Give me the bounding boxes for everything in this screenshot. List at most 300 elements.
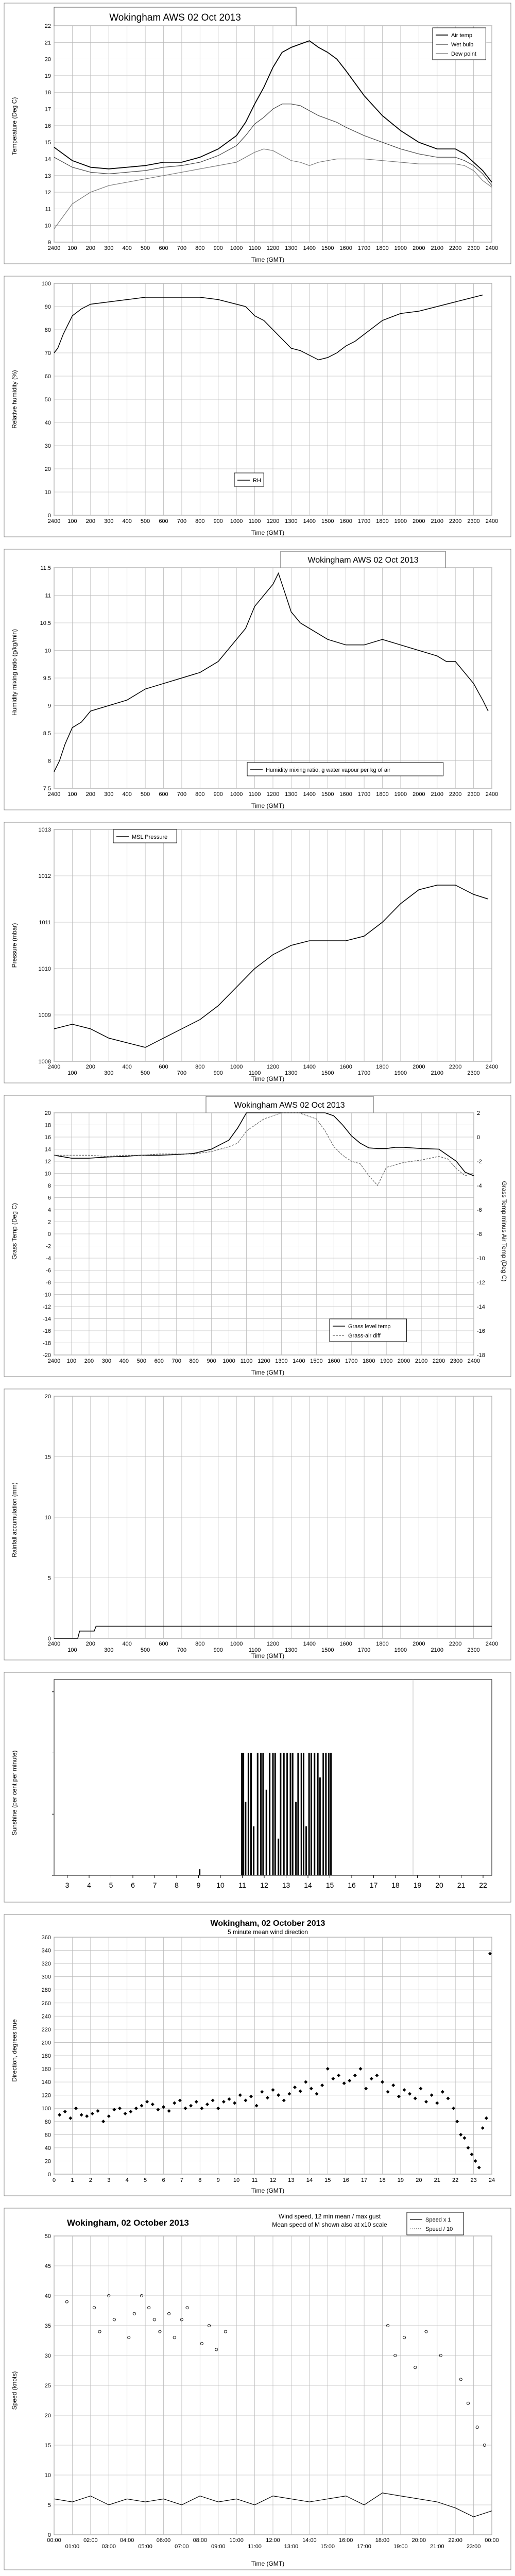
x-tick-label: 02:00 bbox=[83, 2537, 98, 2544]
sunshine-bar bbox=[269, 1753, 270, 1876]
chart-title: Wokingham AWS 02 Oct 2013 bbox=[307, 556, 419, 565]
y-tick-label: 18 bbox=[44, 1122, 51, 1129]
rainfall-chart-panel bbox=[0, 1386, 515, 1664]
y-tick-label: 80 bbox=[44, 2119, 51, 2125]
x-tick-label: 6 bbox=[162, 2177, 165, 2183]
x-tick-label: 10:00 bbox=[229, 2537, 244, 2544]
x-tick-label: 8 bbox=[198, 2177, 202, 2183]
legend-label: MSL Pressure bbox=[132, 834, 168, 840]
legend-label: Speed / 10 bbox=[425, 2226, 453, 2232]
sunshine-bar bbox=[301, 1753, 302, 1876]
x-tick-label: 10 bbox=[216, 1881, 225, 1889]
sunshine-bar bbox=[283, 1753, 285, 1876]
y-tick-label: 25 bbox=[44, 2383, 51, 2389]
x-tick-label: 14:00 bbox=[302, 2537, 317, 2544]
x-tick-label: 1000 bbox=[230, 1641, 243, 1647]
x-tick-label: 22 bbox=[452, 2177, 459, 2183]
y2-tick-label: -8 bbox=[477, 1231, 482, 1238]
x-tick-label: 1300 bbox=[285, 1647, 298, 1653]
rainfall-chart bbox=[0, 1386, 515, 1664]
x-tick-label: 1400 bbox=[303, 791, 316, 798]
y-tick-label: 40 bbox=[44, 2145, 51, 2151]
x-tick-label: 12:00 bbox=[266, 2537, 280, 2544]
x-tick-label: 1900 bbox=[394, 518, 407, 524]
x-tick-label: 1100 bbox=[248, 1070, 261, 1076]
y2-tick-label: -16 bbox=[477, 1328, 485, 1334]
x-tick-label: 1600 bbox=[339, 518, 352, 524]
y-tick-label: 10 bbox=[44, 1515, 51, 1521]
sunshine-bar bbox=[266, 1790, 267, 1875]
x-tick-label: 1200 bbox=[266, 1064, 280, 1070]
grass-temp-chart-panel bbox=[0, 1092, 515, 1381]
x-tick-label: 600 bbox=[159, 791, 168, 798]
x-tick-label: 6 bbox=[131, 1881, 135, 1889]
x-tick-label: 2400 bbox=[485, 518, 499, 524]
x-tick-label: 300 bbox=[104, 791, 114, 798]
x-tick-label: 14 bbox=[304, 1881, 312, 1889]
x-tick-label: 400 bbox=[122, 791, 132, 798]
x-tick-label: 200 bbox=[85, 245, 96, 251]
y2-axis-label: Grass Temp minus Air Temp (Deg C) bbox=[501, 1181, 508, 1282]
y-axis-label: Direction, degrees true bbox=[11, 2019, 18, 2082]
x-tick-label: 1000 bbox=[230, 1064, 243, 1070]
x-tick-label: 11 bbox=[238, 1881, 246, 1889]
x-tick-label: 800 bbox=[189, 1358, 199, 1364]
x-tick-label: 400 bbox=[119, 1358, 129, 1364]
x-tick-label: 100 bbox=[67, 245, 77, 251]
x-tick-label: 2200 bbox=[432, 1358, 445, 1364]
x-tick-label: 2300 bbox=[467, 245, 480, 251]
sunshine-bar bbox=[305, 1826, 307, 1875]
y-tick-label: 9 bbox=[47, 240, 51, 246]
x-tick-label: 03:00 bbox=[101, 2544, 116, 2550]
x-tick-label: 100 bbox=[66, 1358, 77, 1364]
grass-temp-chart bbox=[0, 1092, 515, 1381]
chart-title: Wokingham, 02 October 2013 bbox=[210, 1919, 325, 1928]
x-tick-label: 2200 bbox=[449, 791, 462, 798]
legend-label: Air temp bbox=[451, 32, 472, 39]
y-tick-label: 50 bbox=[44, 2233, 51, 2240]
x-tick-label: 1700 bbox=[357, 1070, 371, 1076]
x-tick-label: 1 bbox=[71, 2177, 74, 2183]
y-tick-label: 12 bbox=[44, 1159, 51, 1165]
x-tick-label: 1800 bbox=[376, 791, 389, 798]
y-tick-label: 80 bbox=[44, 327, 51, 333]
y-tick-label: 5 bbox=[47, 2502, 51, 2509]
x-tick-label: 300 bbox=[104, 1647, 114, 1653]
x-tick-label: 400 bbox=[122, 245, 132, 251]
y-axis-label: Sunshine (per cent per minute) bbox=[11, 1750, 18, 1836]
x-tick-label: 1500 bbox=[321, 1647, 334, 1653]
x-tick-label: 2000 bbox=[413, 1064, 425, 1070]
x-tick-label: 00:00 bbox=[485, 2537, 499, 2544]
x-tick-label: 300 bbox=[104, 518, 114, 524]
x-tick-label: 2400 bbox=[47, 1641, 61, 1647]
y-tick-label: 360 bbox=[41, 1935, 51, 1941]
x-axis-label: Time (GMT) bbox=[251, 1075, 285, 1082]
x-tick-label: 800 bbox=[195, 1064, 205, 1070]
x-tick-label: 1300 bbox=[285, 245, 298, 251]
x-axis-label: Time (GMT) bbox=[251, 1369, 285, 1376]
x-tick-label: 1700 bbox=[357, 791, 371, 798]
x-tick-label: 1800 bbox=[376, 1064, 389, 1070]
x-tick-label: 22:00 bbox=[448, 2537, 462, 2544]
y-tick-label: 240 bbox=[41, 2013, 51, 2020]
x-tick-label: 10 bbox=[233, 2177, 240, 2183]
y-tick-label: 0 bbox=[47, 1636, 51, 1642]
x-tick-label: 1500 bbox=[321, 791, 334, 798]
x-tick-label: 01:00 bbox=[65, 2544, 80, 2550]
x-tick-label: 600 bbox=[159, 518, 168, 524]
y2-tick-label: -14 bbox=[477, 1304, 485, 1310]
y-tick-label: 30 bbox=[44, 443, 51, 449]
x-tick-label: 900 bbox=[207, 1358, 216, 1364]
sunshine-bar bbox=[303, 1753, 304, 1876]
x-tick-label: 2300 bbox=[467, 1647, 480, 1653]
y-tick-label: 40 bbox=[44, 2293, 51, 2299]
x-tick-label: 18 bbox=[391, 1881, 400, 1889]
x-tick-label: 2400 bbox=[47, 1064, 61, 1070]
x-tick-label: 19 bbox=[413, 1881, 422, 1889]
y-tick-label: 12 bbox=[44, 190, 51, 196]
x-tick-label: 3 bbox=[107, 2177, 111, 2183]
y-tick-label: 8 bbox=[47, 758, 51, 765]
x-tick-label: 1100 bbox=[248, 518, 261, 524]
x-tick-label: 2100 bbox=[431, 791, 443, 798]
x-tick-label: 900 bbox=[213, 1647, 223, 1653]
x-tick-label: 400 bbox=[122, 1064, 132, 1070]
x-tick-label: 16 bbox=[342, 2177, 349, 2183]
x-tick-label: 1200 bbox=[266, 1641, 280, 1647]
x-axis-label: Time (GMT) bbox=[251, 802, 285, 809]
x-tick-label: 3 bbox=[65, 1881, 70, 1889]
x-tick-label: 15:00 bbox=[320, 2544, 335, 2550]
y-tick-label: 40 bbox=[44, 420, 51, 426]
y-tick-label: 0 bbox=[47, 2532, 51, 2538]
y-tick-label: 1013 bbox=[38, 827, 51, 833]
x-tick-label: 2200 bbox=[449, 1064, 462, 1070]
x-tick-label: 06:00 bbox=[156, 2537, 171, 2544]
y-tick-label: 1010 bbox=[38, 966, 51, 972]
x-tick-label: 2400 bbox=[485, 791, 499, 798]
y-tick-label: 1011 bbox=[39, 920, 51, 926]
y-tick-label: 11.5 bbox=[40, 565, 51, 571]
y-tick-label: -16 bbox=[43, 1328, 51, 1334]
x-tick-label: 1600 bbox=[339, 1641, 352, 1647]
x-tick-label: 1900 bbox=[394, 1070, 407, 1076]
y-tick-label: 300 bbox=[41, 1974, 51, 1980]
chart-title: Wokingham AWS 02 Oct 2013 bbox=[109, 12, 241, 23]
x-tick-label: 2100 bbox=[431, 245, 443, 251]
x-tick-label: 800 bbox=[195, 518, 205, 524]
x-tick-label: 200 bbox=[85, 1064, 96, 1070]
x-tick-label: 2300 bbox=[467, 518, 480, 524]
x-tick-label: 500 bbox=[140, 791, 150, 798]
y-tick-label: 20 bbox=[44, 56, 51, 63]
y2-tick-label: 2 bbox=[477, 1110, 480, 1116]
x-tick-label: 20:00 bbox=[411, 2537, 426, 2544]
mixing-ratio-chart bbox=[0, 546, 515, 814]
x-tick-label: 1500 bbox=[310, 1358, 323, 1364]
y-axis-label: Speed (knots) bbox=[11, 2371, 18, 2410]
y-tick-label: 6 bbox=[47, 1195, 51, 1201]
x-tick-label: 1900 bbox=[380, 1358, 393, 1364]
y2-tick-label: -12 bbox=[477, 1280, 485, 1286]
x-tick-label: 1000 bbox=[230, 245, 243, 251]
y-tick-label: 1009 bbox=[38, 1012, 51, 1019]
y-tick-label: 22 bbox=[44, 23, 51, 29]
x-tick-label: 17 bbox=[360, 2177, 368, 2183]
x-tick-label: 2100 bbox=[431, 1647, 443, 1653]
x-axis-label: Time (GMT) bbox=[251, 2187, 285, 2194]
y-tick-label: 60 bbox=[44, 374, 51, 380]
sunshine-bar bbox=[319, 1777, 321, 1875]
y-tick-label: 14 bbox=[44, 156, 51, 163]
y-tick-label: -14 bbox=[43, 1316, 51, 1323]
x-tick-label: 1800 bbox=[376, 518, 389, 524]
sunshine-chart bbox=[0, 1669, 515, 1906]
x-tick-label: 1400 bbox=[303, 1064, 316, 1070]
x-tick-label: 1400 bbox=[303, 245, 316, 251]
x-tick-label: 1700 bbox=[357, 1647, 371, 1653]
x-tick-label: 100 bbox=[67, 1070, 77, 1076]
y-tick-label: 5 bbox=[47, 1575, 51, 1582]
x-tick-label: 1300 bbox=[285, 1070, 298, 1076]
y-axis-label: Grass Temp (Deg C) bbox=[11, 1203, 18, 1260]
chart-title: Wokingham, 02 October 2013 bbox=[67, 2218, 189, 2228]
y-tick-label: 20 bbox=[44, 1394, 51, 1400]
sunshine-bar bbox=[286, 1753, 288, 1876]
sunshine-bar bbox=[328, 1753, 330, 1876]
x-tick-label: 07:00 bbox=[175, 2544, 189, 2550]
x-tick-label: 1600 bbox=[339, 791, 352, 798]
x-tick-label: 2400 bbox=[485, 245, 499, 251]
y-tick-label: 10 bbox=[44, 2472, 51, 2479]
sunshine-bar bbox=[262, 1753, 264, 1876]
x-tick-label: 15 bbox=[325, 1881, 334, 1889]
x-tick-label: 600 bbox=[159, 1641, 168, 1647]
x-tick-label: 100 bbox=[67, 791, 77, 798]
y-tick-label: 9.5 bbox=[43, 675, 51, 682]
y-tick-label: 10 bbox=[44, 489, 51, 496]
x-tick-label: 900 bbox=[213, 245, 223, 251]
y-tick-label: 11 bbox=[45, 206, 51, 213]
x-tick-label: 300 bbox=[101, 1358, 112, 1364]
x-tick-label: 2200 bbox=[449, 518, 462, 524]
y-tick-label: 13 bbox=[44, 173, 51, 179]
x-tick-label: 17 bbox=[369, 1881, 378, 1889]
y-tick-label: 140 bbox=[41, 2079, 51, 2086]
y-tick-label: -18 bbox=[43, 1340, 51, 1347]
x-tick-label: 2100 bbox=[415, 1358, 428, 1364]
y-tick-label: 120 bbox=[41, 2092, 51, 2099]
x-tick-label: 1100 bbox=[248, 791, 261, 798]
x-tick-label: 2000 bbox=[413, 791, 425, 798]
y-tick-label: 35 bbox=[44, 2323, 51, 2329]
x-tick-label: 2000 bbox=[413, 245, 425, 251]
x-tick-label: 1900 bbox=[394, 1647, 407, 1653]
y-tick-label: 100 bbox=[41, 2106, 51, 2112]
x-tick-label: 2300 bbox=[467, 1070, 480, 1076]
x-axis-label: Time (GMT) bbox=[251, 1652, 285, 1659]
y-tick-label: 9 bbox=[47, 703, 51, 709]
x-axis-label: Time (GMT) bbox=[251, 256, 285, 263]
x-tick-label: 20 bbox=[435, 1881, 443, 1889]
x-tick-label: 1900 bbox=[394, 245, 407, 251]
x-tick-label: 2000 bbox=[413, 518, 425, 524]
y2-tick-label: -10 bbox=[477, 1256, 485, 1262]
x-tick-label: 05:00 bbox=[138, 2544, 152, 2550]
x-tick-label: 2400 bbox=[485, 1641, 499, 1647]
y-tick-label: 50 bbox=[44, 397, 51, 403]
x-tick-label: 900 bbox=[213, 1070, 223, 1076]
sunshine-bar bbox=[199, 1869, 200, 1875]
x-tick-label: 1800 bbox=[363, 1358, 375, 1364]
mixing-ratio-chart-panel bbox=[0, 546, 515, 814]
y-tick-label: 8.5 bbox=[43, 731, 51, 737]
x-tick-label: 11:00 bbox=[248, 2544, 262, 2550]
sunshine-bar bbox=[311, 1753, 312, 1876]
x-tick-label: 24 bbox=[488, 2177, 495, 2183]
x-tick-label: 8 bbox=[175, 1881, 179, 1889]
sunshine-bar bbox=[295, 1802, 297, 1876]
x-tick-label: 5 bbox=[109, 1881, 113, 1889]
y2-tick-label: -6 bbox=[477, 1207, 482, 1213]
y-tick-label: 180 bbox=[41, 2053, 51, 2059]
temperature-chart bbox=[0, 0, 515, 268]
y-tick-label: 340 bbox=[41, 1947, 51, 1954]
chart-note: Mean speed of M shown also at x10 scale bbox=[272, 2221, 387, 2228]
x-tick-label: 2100 bbox=[431, 518, 443, 524]
legend-label: Dew point bbox=[451, 51, 476, 57]
x-tick-label: 23 bbox=[470, 2177, 477, 2183]
y-tick-label: 10 bbox=[44, 1171, 51, 1177]
y-tick-label: 10 bbox=[44, 648, 51, 654]
humidity-chart bbox=[0, 273, 515, 541]
y-tick-label: 15 bbox=[44, 2443, 51, 2449]
y-tick-label: 16 bbox=[44, 123, 51, 129]
x-tick-label: 1300 bbox=[285, 518, 298, 524]
y-tick-label: -12 bbox=[43, 1304, 51, 1310]
x-tick-label: 2 bbox=[89, 2177, 92, 2183]
x-tick-label: 13 bbox=[288, 2177, 295, 2183]
wind-speed-chart-panel bbox=[0, 2205, 515, 2573]
x-tick-label: 1700 bbox=[357, 245, 371, 251]
sunshine-bar bbox=[314, 1753, 315, 1876]
y-tick-label: 21 bbox=[44, 40, 51, 46]
sunshine-bar bbox=[245, 1802, 246, 1876]
sunshine-bar bbox=[308, 1753, 310, 1876]
x-tick-label: 1800 bbox=[376, 1641, 389, 1647]
y-tick-label: 200 bbox=[41, 2040, 51, 2046]
x-tick-label: 11 bbox=[251, 2177, 258, 2183]
x-tick-label: 900 bbox=[213, 791, 223, 798]
y-axis-label: Rainfall accumulation (mm) bbox=[11, 1482, 18, 1557]
x-tick-label: 2400 bbox=[47, 1358, 61, 1364]
x-tick-label: 00:00 bbox=[47, 2537, 61, 2544]
sunshine-bar bbox=[297, 1753, 299, 1876]
chart-subtitle: 5 minute mean wind direction bbox=[227, 1928, 308, 1936]
x-tick-label: 1100 bbox=[248, 1647, 261, 1653]
sunshine-bar bbox=[322, 1753, 324, 1876]
x-tick-label: 1700 bbox=[345, 1358, 358, 1364]
x-tick-label: 1200 bbox=[266, 518, 280, 524]
y-tick-label: 2 bbox=[47, 1219, 51, 1226]
chart-subtitle: Wind speed, 12 min mean / max gust bbox=[278, 2213, 381, 2220]
y-tick-label: 20 bbox=[44, 2413, 51, 2419]
sunshine-bar bbox=[330, 1753, 332, 1876]
x-tick-label: 2000 bbox=[397, 1358, 410, 1364]
x-tick-label: 2400 bbox=[47, 245, 61, 251]
x-tick-label: 300 bbox=[104, 1070, 114, 1076]
x-tick-label: 600 bbox=[159, 245, 168, 251]
x-tick-label: 1800 bbox=[376, 245, 389, 251]
sunshine-bar bbox=[241, 1753, 243, 1876]
y-axis-label: Relative humidity (%) bbox=[11, 370, 18, 429]
x-tick-label: 700 bbox=[177, 791, 187, 798]
x-tick-label: 2400 bbox=[485, 1064, 499, 1070]
humidity-chart-panel bbox=[0, 273, 515, 541]
sunshine-chart-panel bbox=[0, 1669, 515, 1906]
x-tick-label: 500 bbox=[140, 518, 150, 524]
x-tick-label: 2100 bbox=[431, 1070, 443, 1076]
y-tick-label: 4 bbox=[47, 1207, 51, 1213]
wind-speed-chart bbox=[0, 2205, 515, 2573]
x-tick-label: 200 bbox=[85, 518, 96, 524]
sunshine-bar bbox=[248, 1753, 249, 1876]
x-tick-label: 21 bbox=[434, 2177, 440, 2183]
x-tick-label: 500 bbox=[136, 1358, 146, 1364]
x-tick-label: 9 bbox=[216, 2177, 220, 2183]
x-tick-label: 1400 bbox=[303, 518, 316, 524]
legend-label: Speed x 1 bbox=[425, 2217, 451, 2223]
y-tick-label: 100 bbox=[41, 281, 51, 287]
y-tick-label: 220 bbox=[41, 2026, 51, 2033]
x-tick-label: 1700 bbox=[357, 518, 371, 524]
x-tick-label: 14 bbox=[306, 2177, 313, 2183]
y-tick-label: 16 bbox=[44, 1134, 51, 1141]
x-tick-label: 13 bbox=[282, 1881, 290, 1889]
y-tick-label: 10.5 bbox=[40, 620, 51, 626]
x-tick-label: 1200 bbox=[266, 245, 280, 251]
x-tick-label: 700 bbox=[171, 1358, 181, 1364]
y-tick-label: -10 bbox=[43, 1292, 51, 1298]
x-tick-label: 2300 bbox=[467, 791, 480, 798]
x-tick-label: 22 bbox=[479, 1881, 487, 1889]
x-tick-label: 21 bbox=[457, 1881, 466, 1889]
x-tick-label: 1600 bbox=[339, 1064, 352, 1070]
y-tick-label: 260 bbox=[41, 2000, 51, 2007]
x-tick-label: 1000 bbox=[230, 791, 243, 798]
y-tick-label: 0 bbox=[47, 513, 51, 519]
y2-tick-label: -2 bbox=[477, 1159, 482, 1165]
x-tick-label: 7 bbox=[152, 1881, 157, 1889]
y-tick-label: -6 bbox=[46, 1267, 51, 1274]
y-tick-label: 20 bbox=[44, 466, 51, 472]
wind-direction-chart bbox=[0, 1911, 515, 2200]
x-tick-label: 1300 bbox=[285, 791, 298, 798]
x-tick-label: 1200 bbox=[258, 1358, 270, 1364]
x-tick-label: 13:00 bbox=[284, 2544, 299, 2550]
sunshine-bar bbox=[317, 1753, 319, 1876]
y-axis-label: Pressure (mbar) bbox=[11, 923, 18, 968]
x-tick-label: 200 bbox=[85, 1641, 96, 1647]
x-tick-label: 300 bbox=[104, 245, 114, 251]
x-axis-label: Time (GMT) bbox=[251, 529, 285, 536]
sunshine-bar bbox=[257, 1753, 259, 1876]
y-tick-label: 10 bbox=[44, 223, 51, 229]
y-tick-label: -20 bbox=[43, 1352, 51, 1359]
